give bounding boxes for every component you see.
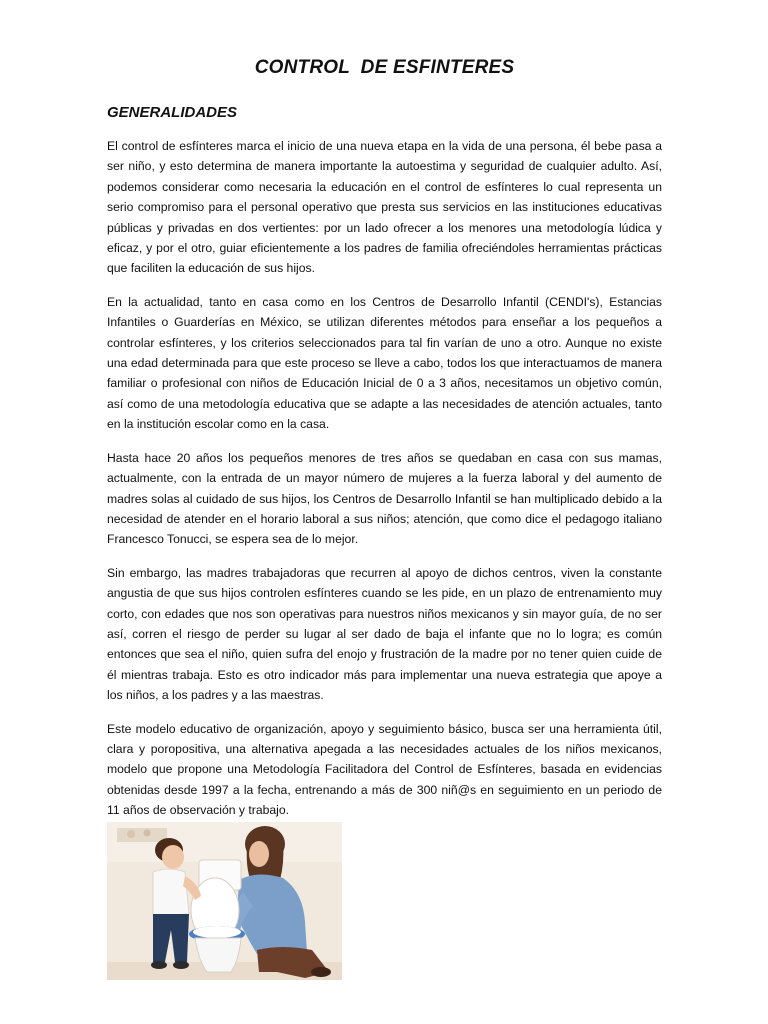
photo-mother-child-toilet (107, 822, 342, 980)
paragraph-1: El control de esfínteres marca el inicio de una nueva etapa en la vida de una persona, él bebe pasa a ser niño, y esto determina de manera importante la autoestima y seguridad de cualquier adulto. Así, podemos considerar como necesaria la educación en el control de esfínteres lo cual representa un serio compromiso para el personal operativo que presta sus servicios en las instituciones educativas públicas y privadas en dos vertientes: por un lado ofrecer a los menores una metodología lúdica y eficaz, y por el otro, guiar eficientemente a los padres de familia ofreciéndoles herramientas prácticas que faciliten la educación de sus hijos. (107, 139, 662, 276)
photo-illustration (107, 822, 342, 980)
document-title: CONTROL DE ESFINTERES (254, 57, 515, 78)
document-body (107, 136, 662, 834)
section-heading: GENERALIDADES (107, 104, 238, 121)
paragraph-5: Este modelo educativo de organización, apoyo y seguimiento básico, busca ser una herramienta útil, clara y poropositiva, una alternativa apegada a las necesidades actuales de los niños mexicanos, modelo que propone una Metodología Facilitadora del Control de Esfínteres, basada en evidencias obtenidas desde 1997 a la fecha, entrenando a más de 300 niñ@s en seguimiento en un periodo de 11 años de observación y trabajo. (107, 721, 662, 818)
paragraph-2: En la actualidad, tanto en casa como en los Centros de Desarrollo Infantil (CENDI's), Estancias Infantiles o Guarderías en México, se utilizan diferentes métodos para enseñar a los pequeños a controlar esfínteres, y los criterios seleccionados para tal fin varían de uno a otro. Aunque no existe una edad determinada para que este proceso se lleve a cabo, todos los que interactuamos de manera familiar o profesional con niños de Educación Inicial de 0 a 3 años, necesitamos un objetivo común, así como de una metodología educativa que se adapte a las necesidades de atención actuales, tanto en la institución escolar como en la casa. (107, 294, 662, 432)
paragraph-4: Sin embargo, las madres trabajadoras que recurren al apoyo de dichos centros, viven la constante angustia de que sus hijos controlen esfínteres cuando se les pide, en un plazo de entrenamiento muy corto, con edades que nos son operativas para nuestros niños mexicanos y sin mayor guía, de no ser así, corren el riesgo de perder su lugar al ser dado de baja el infante que no lo logra; es común entonces que sea el niño, quien sufra del enojo y frustración de la madre por no tener quien cuide de él mientras trabaja. Esto es otro indicador más para implementar una nueva estrategia que apoye a los niños, a los padres y a las maestras. (107, 565, 662, 703)
paragraph-3: Hasta hace 20 años los pequeños menores de tres años se quedaban en casa con sus mamas, actualmente, con la entrada de un mayor número de mujeres a la fuerza laboral y del aumento de madres solas al cuidado de sus hijos, los Centros de Desarrollo Infantil se han multiplicado debido a la necesidad de atender en el horario laboral a sus niños; atención, que como dice el pedagogo italiano Francesco Tonucci, se espera sea de lo mejor. (107, 450, 662, 547)
